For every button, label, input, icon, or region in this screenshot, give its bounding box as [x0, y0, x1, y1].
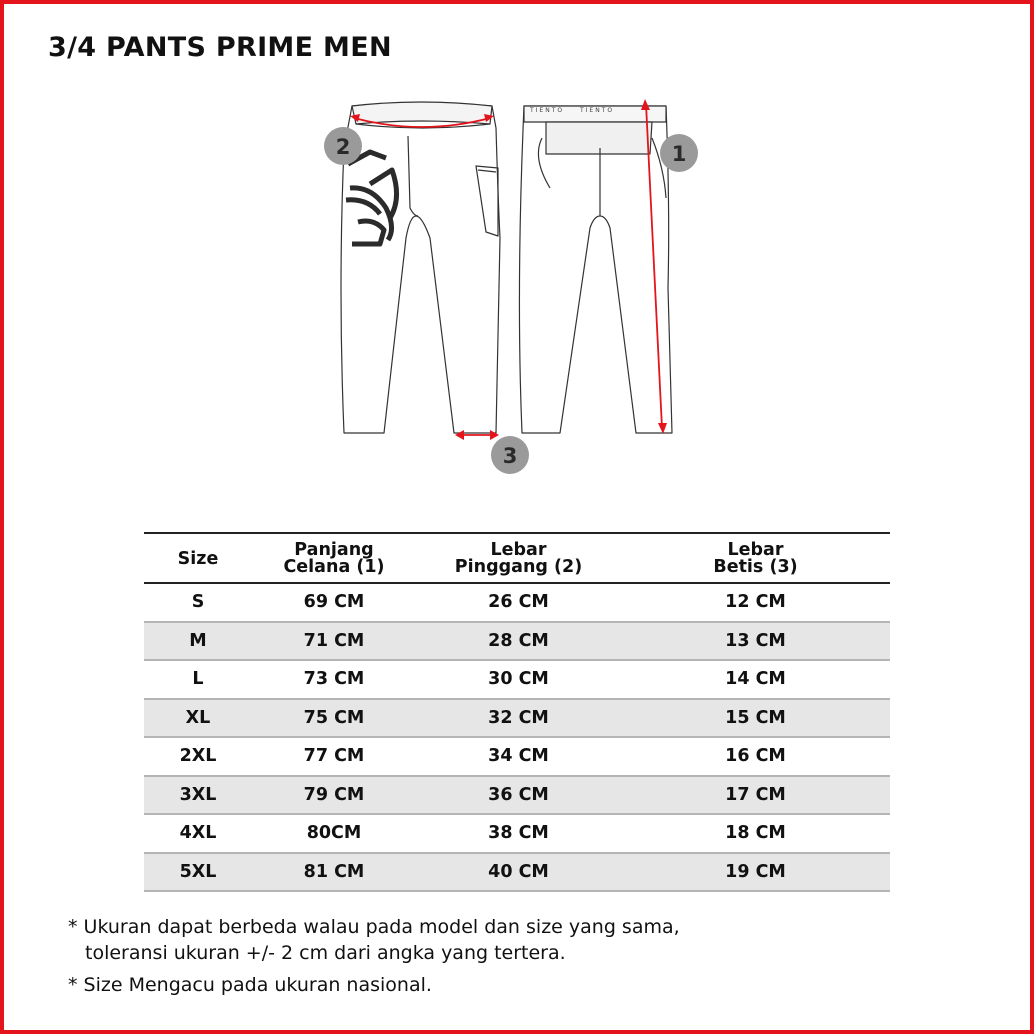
cell-length: 69 CM [252, 583, 416, 622]
cell-size: XL [144, 699, 252, 738]
cell-size: 5XL [144, 853, 252, 892]
cell-length: 81 CM [252, 853, 416, 892]
cell-waist: 34 CM [416, 737, 621, 776]
cell-calf: 14 CM [621, 660, 890, 699]
table-row [144, 737, 890, 776]
cell-waist: 40 CM [416, 853, 621, 892]
table-row [144, 853, 890, 892]
marker-2-badge [324, 127, 362, 165]
svg-text:3: 3 [502, 444, 518, 468]
svg-text:2: 2 [335, 135, 351, 159]
page-title: 3/4 PANTS PRIME MEN [48, 32, 392, 63]
header-length: Panjang Celana (1) [283, 540, 385, 577]
cell-length: 71 CM [252, 622, 416, 661]
cell-size: L [144, 660, 252, 699]
note-line-2: toleransi ukuran +/- 2 cm dari angka yang tertera. [85, 942, 566, 964]
cell-length: 77 CM [252, 737, 416, 776]
cell-waist: 38 CM [416, 814, 621, 853]
cell-calf: 16 CM [621, 737, 890, 776]
cell-size: 2XL [144, 737, 252, 776]
cell-waist: 30 CM [416, 660, 621, 699]
table-row [144, 699, 890, 738]
front-pants-drawing [341, 102, 500, 433]
cell-size: 4XL [144, 814, 252, 853]
table-row [144, 660, 890, 699]
cell-length: 73 CM [252, 660, 416, 699]
svg-text:TIENTO: TIENTO [530, 107, 565, 114]
cell-size: M [144, 622, 252, 661]
waist-brand-label: TIENTO [580, 107, 615, 114]
cell-calf: 19 CM [621, 853, 890, 892]
cell-calf: 13 CM [621, 622, 890, 661]
note-line-1: * Ukuran dapat berbeda walau pada model dan size yang sama, [68, 916, 680, 938]
cell-waist: 32 CM [416, 699, 621, 738]
table-row [144, 583, 890, 622]
table-row [144, 814, 890, 853]
cell-calf: 15 CM [621, 699, 890, 738]
cell-waist: 36 CM [416, 776, 621, 815]
cell-size: 3XL [144, 776, 252, 815]
header-waist: Lebar Pinggang (2) [454, 540, 583, 577]
cell-calf: 12 CM [621, 583, 890, 622]
marker-1-badge [660, 134, 698, 172]
note-line-3: * Size Mengacu pada ukuran nasional. [68, 974, 432, 996]
table-row [144, 622, 890, 661]
cell-calf: 18 CM [621, 814, 890, 853]
marker-3-badge [491, 436, 529, 474]
cell-size: S [144, 583, 252, 622]
size-chart-table [144, 532, 890, 892]
svg-text:1: 1 [671, 142, 687, 166]
cell-waist: 26 CM [416, 583, 621, 622]
size-notes [68, 914, 680, 998]
header-calf: Lebar Betis (3) [713, 540, 798, 577]
cell-calf: 17 CM [621, 776, 890, 815]
table-header-row [144, 533, 890, 583]
cell-waist: 28 CM [416, 622, 621, 661]
cell-length: 80CM [252, 814, 416, 853]
header-size: Size [177, 548, 219, 569]
table-row [144, 776, 890, 815]
cell-length: 75 CM [252, 699, 416, 738]
pants-diagram [310, 88, 710, 480]
cell-length: 79 CM [252, 776, 416, 815]
